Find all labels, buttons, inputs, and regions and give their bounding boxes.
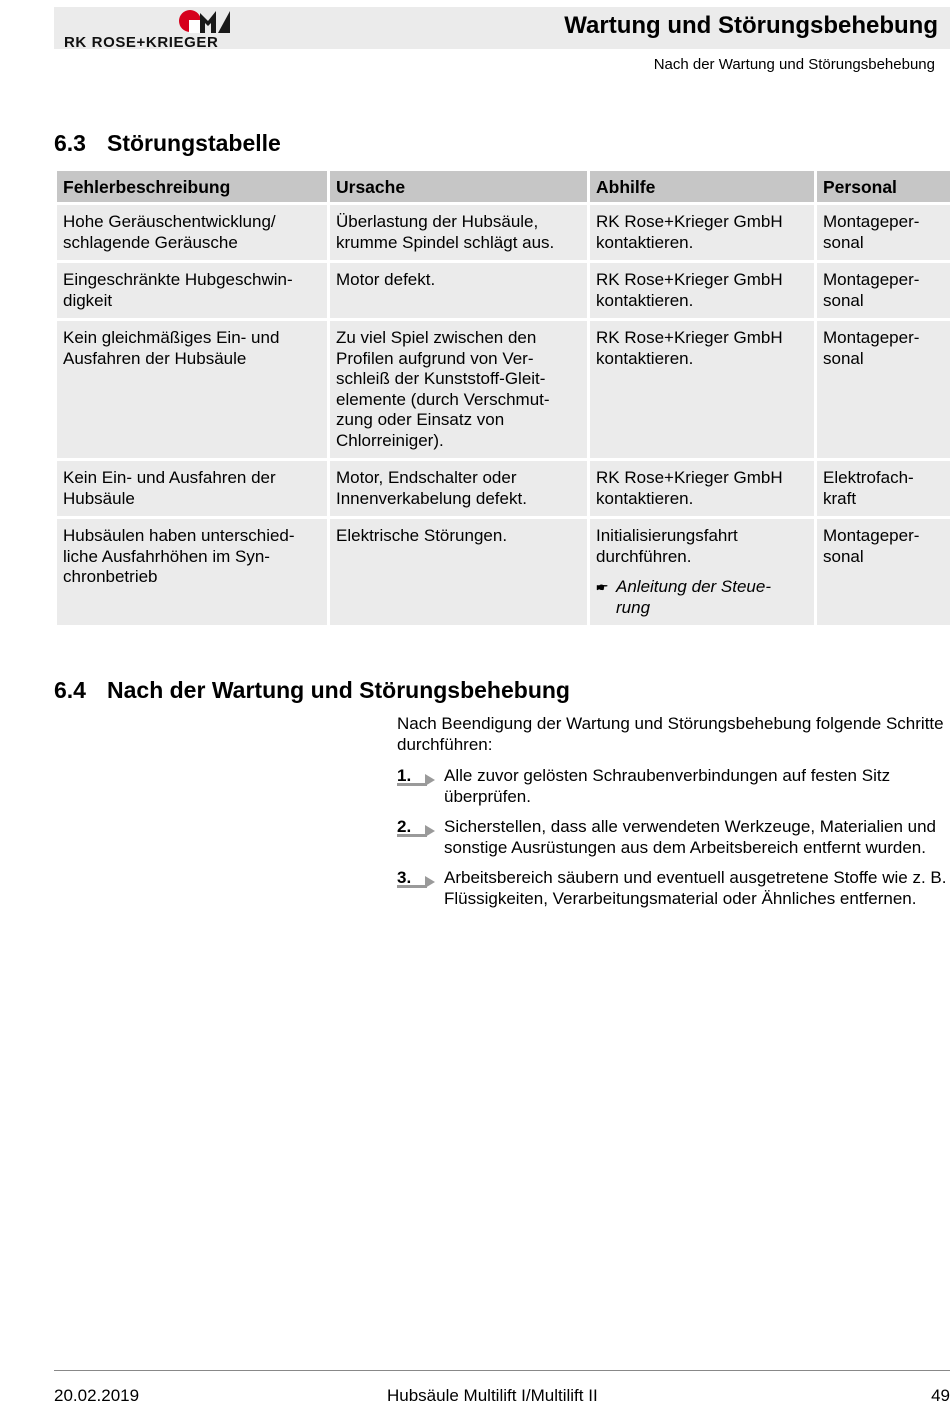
personnel-cell: Montageper- sonal [817,519,950,625]
page-number: 49 [931,1386,950,1405]
section-heading-6-4 [54,677,570,704]
remedy-cell: RK Rose+Krieger GmbH kontaktieren. [590,461,814,516]
section-title: Nach der Wartung und Störungsbehebung [107,677,570,703]
personnel-cell: Montageper- sonal [817,321,950,458]
cause-cell: Zu viel Spiel zwischen den Profilen aufgrund von Ver- schleiß der Kunststoff-Gleit- elemente (durch Verschmut- zung oder Einsatz von Chlorreiniger). [330,321,587,458]
column-header: Abhilfe [590,171,814,202]
footer-product-name: Hubsäule Multilift I/Multilift II [387,1386,598,1405]
section-heading-6-3 [54,130,281,157]
fault-cell: Kein gleichmäßiges Ein- und Ausfahren der Hubsäule [57,321,327,458]
step-number: 1. [397,766,412,785]
reference-arrow-icon: 🖝 [596,578,608,595]
cross-reference [596,577,808,618]
footer-divider [54,1370,950,1371]
section-number: 6.4 [54,677,86,703]
list-item [397,868,950,909]
cause-cell: Überlastung der Hubsäule, krumme Spindel schlägt aus. [330,205,587,260]
section-subtitle: Nach der Wartung und Störungsbehebung [653,56,935,73]
company-logo [64,9,234,49]
column-header: Fehlerbeschreibung [57,171,327,202]
fault-cell: Hubsäulen haben unterschied- liche Ausfahrhöhen im Syn- chronbetrieb [57,519,327,625]
fault-cell: Eingeschränkte Hubgeschwin- digkeit [57,263,327,318]
personnel-cell: Elektrofach- kraft [817,461,950,516]
section-title: Störungstabelle [107,130,281,156]
logo-mark-icon [178,9,230,33]
reference-text: Anleitung der Steue- rung [616,577,771,617]
footer-date: 20.02.2019 [54,1386,140,1405]
list-item [397,766,950,807]
fault-cell: Hohe Geräuschentwicklung/ schlagende Geräusche [57,205,327,260]
table-row [57,263,950,318]
cause-cell: Elektrische Störungen. [330,519,587,625]
chapter-title: Wartung und Störungsbehebung [564,12,938,39]
step-text: Sicherstellen, dass alle verwendeten Werkzeuge, Materialien und sonstige Ausrüstungen aus dem Arbeitsbereich entfernt wurden. [444,817,937,857]
remedy-cell: RK Rose+Krieger GmbH kontaktieren. [590,205,814,260]
remedy-cell: RK Rose+Krieger GmbH kontaktieren. [590,321,814,458]
fault-cell: Kein Ein- und Ausfahren der Hubsäule [57,461,327,516]
fault-table [54,168,950,628]
table-header-row [57,171,950,202]
list-item [397,817,950,858]
cause-cell: Motor, Endschalter oder Innenverkabelung defekt. [330,461,587,516]
remedy-cell: RK Rose+Krieger GmbH kontaktieren. [590,263,814,318]
personnel-cell: Montageper- sonal [817,263,950,318]
column-header: Personal [817,171,950,202]
intro-paragraph: Nach Beendigung der Wartung und Störungsbehebung folgende Schritte durchführen: [397,714,944,754]
table-row [57,519,950,625]
remedy-cell [590,519,814,625]
cause-cell: Motor defekt. [330,263,587,318]
column-header: Ursache [330,171,587,202]
step-number: 2. [397,817,412,836]
personnel-cell: Montageper- sonal [817,205,950,260]
table-row [57,461,950,516]
step-text: Arbeitsbereich säubern und eventuell ausgetretene Stoffe wie z. B. Flüssigkeiten, Verarbeitungsmaterial oder Ähnliches entfernen. [444,868,947,908]
step-list [397,766,950,919]
table-row [57,321,950,458]
step-number: 3. [397,868,412,887]
step-text: Alle zuvor gelösten Schraubenverbindungen auf festen Sitz überprüfen. [444,766,891,806]
section-number: 6.3 [54,130,86,156]
remedy-text: Initialisierungsfahrt durchführen. [596,526,738,566]
table-row [57,205,950,260]
logo-wordmark: RK ROSE+KRIEGER [64,34,219,51]
